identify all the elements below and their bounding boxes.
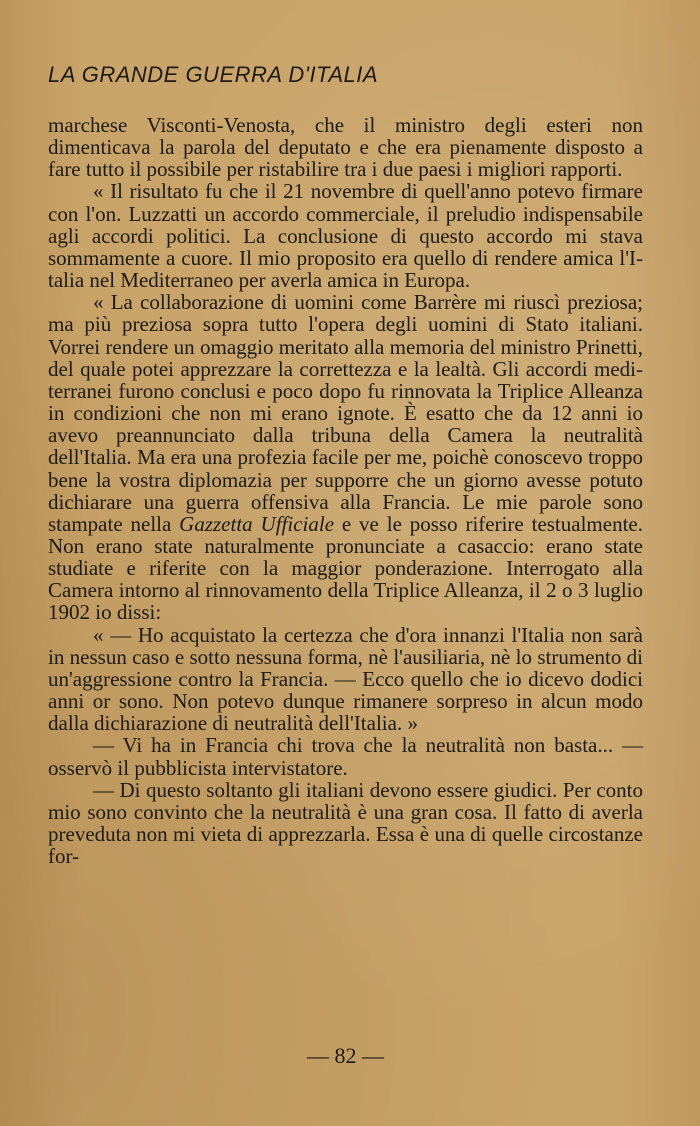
body-text bbox=[48, 114, 643, 867]
paragraph-continuation: marchese Visconti-Venosta, che il ministro degli esteri non dimenticava la parola del deputato e che era pienamente disposto a fare tutto il possibile per ristabilire tra i due paesi i migliori rapporti. bbox=[48, 113, 643, 182]
paragraph-interviewer-remark: — Vi ha in Francia chi trova che la neutralità non basta... — osservò il pubblicista intervistatore. bbox=[48, 733, 643, 780]
running-head: LA GRANDE GUERRA D'ITALIA bbox=[48, 62, 379, 87]
paragraph-reply: — Di questo soltanto gli italiani devono essere giudici. Per conto mio sono convinto che la neutralità è una gran cosa. Il fatto di averla preveduta non mi vieta di apprezzarla. Essa è una di quelle circostanze for- bbox=[48, 777, 643, 869]
paragraph-collaboration bbox=[48, 291, 643, 623]
paragraph-trade-agreement: « Il risultato fu che il 21 novembre di quell'anno potevo firmare con l'on. Luzzatti un accordo commerciale, il preludio indispensabile agli accordi politici. La conclusione di questo accordo mi stava sommamente a cuore. Il mio proposito era quello di rendere amica l'Italia nel Mediterraneo per averla amica in Europa. bbox=[48, 179, 643, 293]
page-number: — 82 — bbox=[307, 1043, 384, 1068]
paragraph-quotation: « — Ho acquistato la certezza che d'ora innanzi l'Italia non sarà in nessun caso e sotto nessuna forma, nè l'ausiliaria, nè lo strumento di un'aggressione contro la Francia. — Ecco quello che io dicevo dodici anni or sono. Non potevo dunque rimanere sorpreso in alcun modo dalla dichiarazione di neutralità dell'Italia. » bbox=[48, 622, 643, 736]
paragraph-collaboration-before: « La collaborazione di uomini come Barrère mi riuscì preziosa; ma più preziosa sopra tutto l'opera degli uomini di Stato italiani. Vorrei rendere un omaggio meritato alla memoria del ministro Prinetti, del quale potei apprezzare la correttezza e la lealtà. Gli accordi mediterranei furono conclusi e poco dopo fu rinnovata la Triplice Alleanza in condizioni che non mi erano ignote. È esatto che da 12 anni io avevo preannunciato dalla tribuna della Camera la neutralità dell'Italia. Ma era una profezia facile per me, poichè conoscevo troppo bene la vostra diplomazia per supporre che un giorno avesse potuto dichiarare una guerra offensiva alla Francia. Le mie parole sono stampate nella bbox=[48, 290, 643, 536]
paragraph-collaboration-after: e ve le posso riferire testualmente. Non erano state naturalmente pronunciate a casaccio: erano state studiate e riferite con la maggior ponderazione. Interrogato alla Camera intorno al rinnovamento della Triplice Alleanza, il 2 o 3 luglio 1902 io dissi: bbox=[48, 511, 643, 625]
gazzetta-ufficiale-title: Gazzetta Ufficiale bbox=[179, 511, 335, 536]
book-page bbox=[48, 60, 643, 1100]
